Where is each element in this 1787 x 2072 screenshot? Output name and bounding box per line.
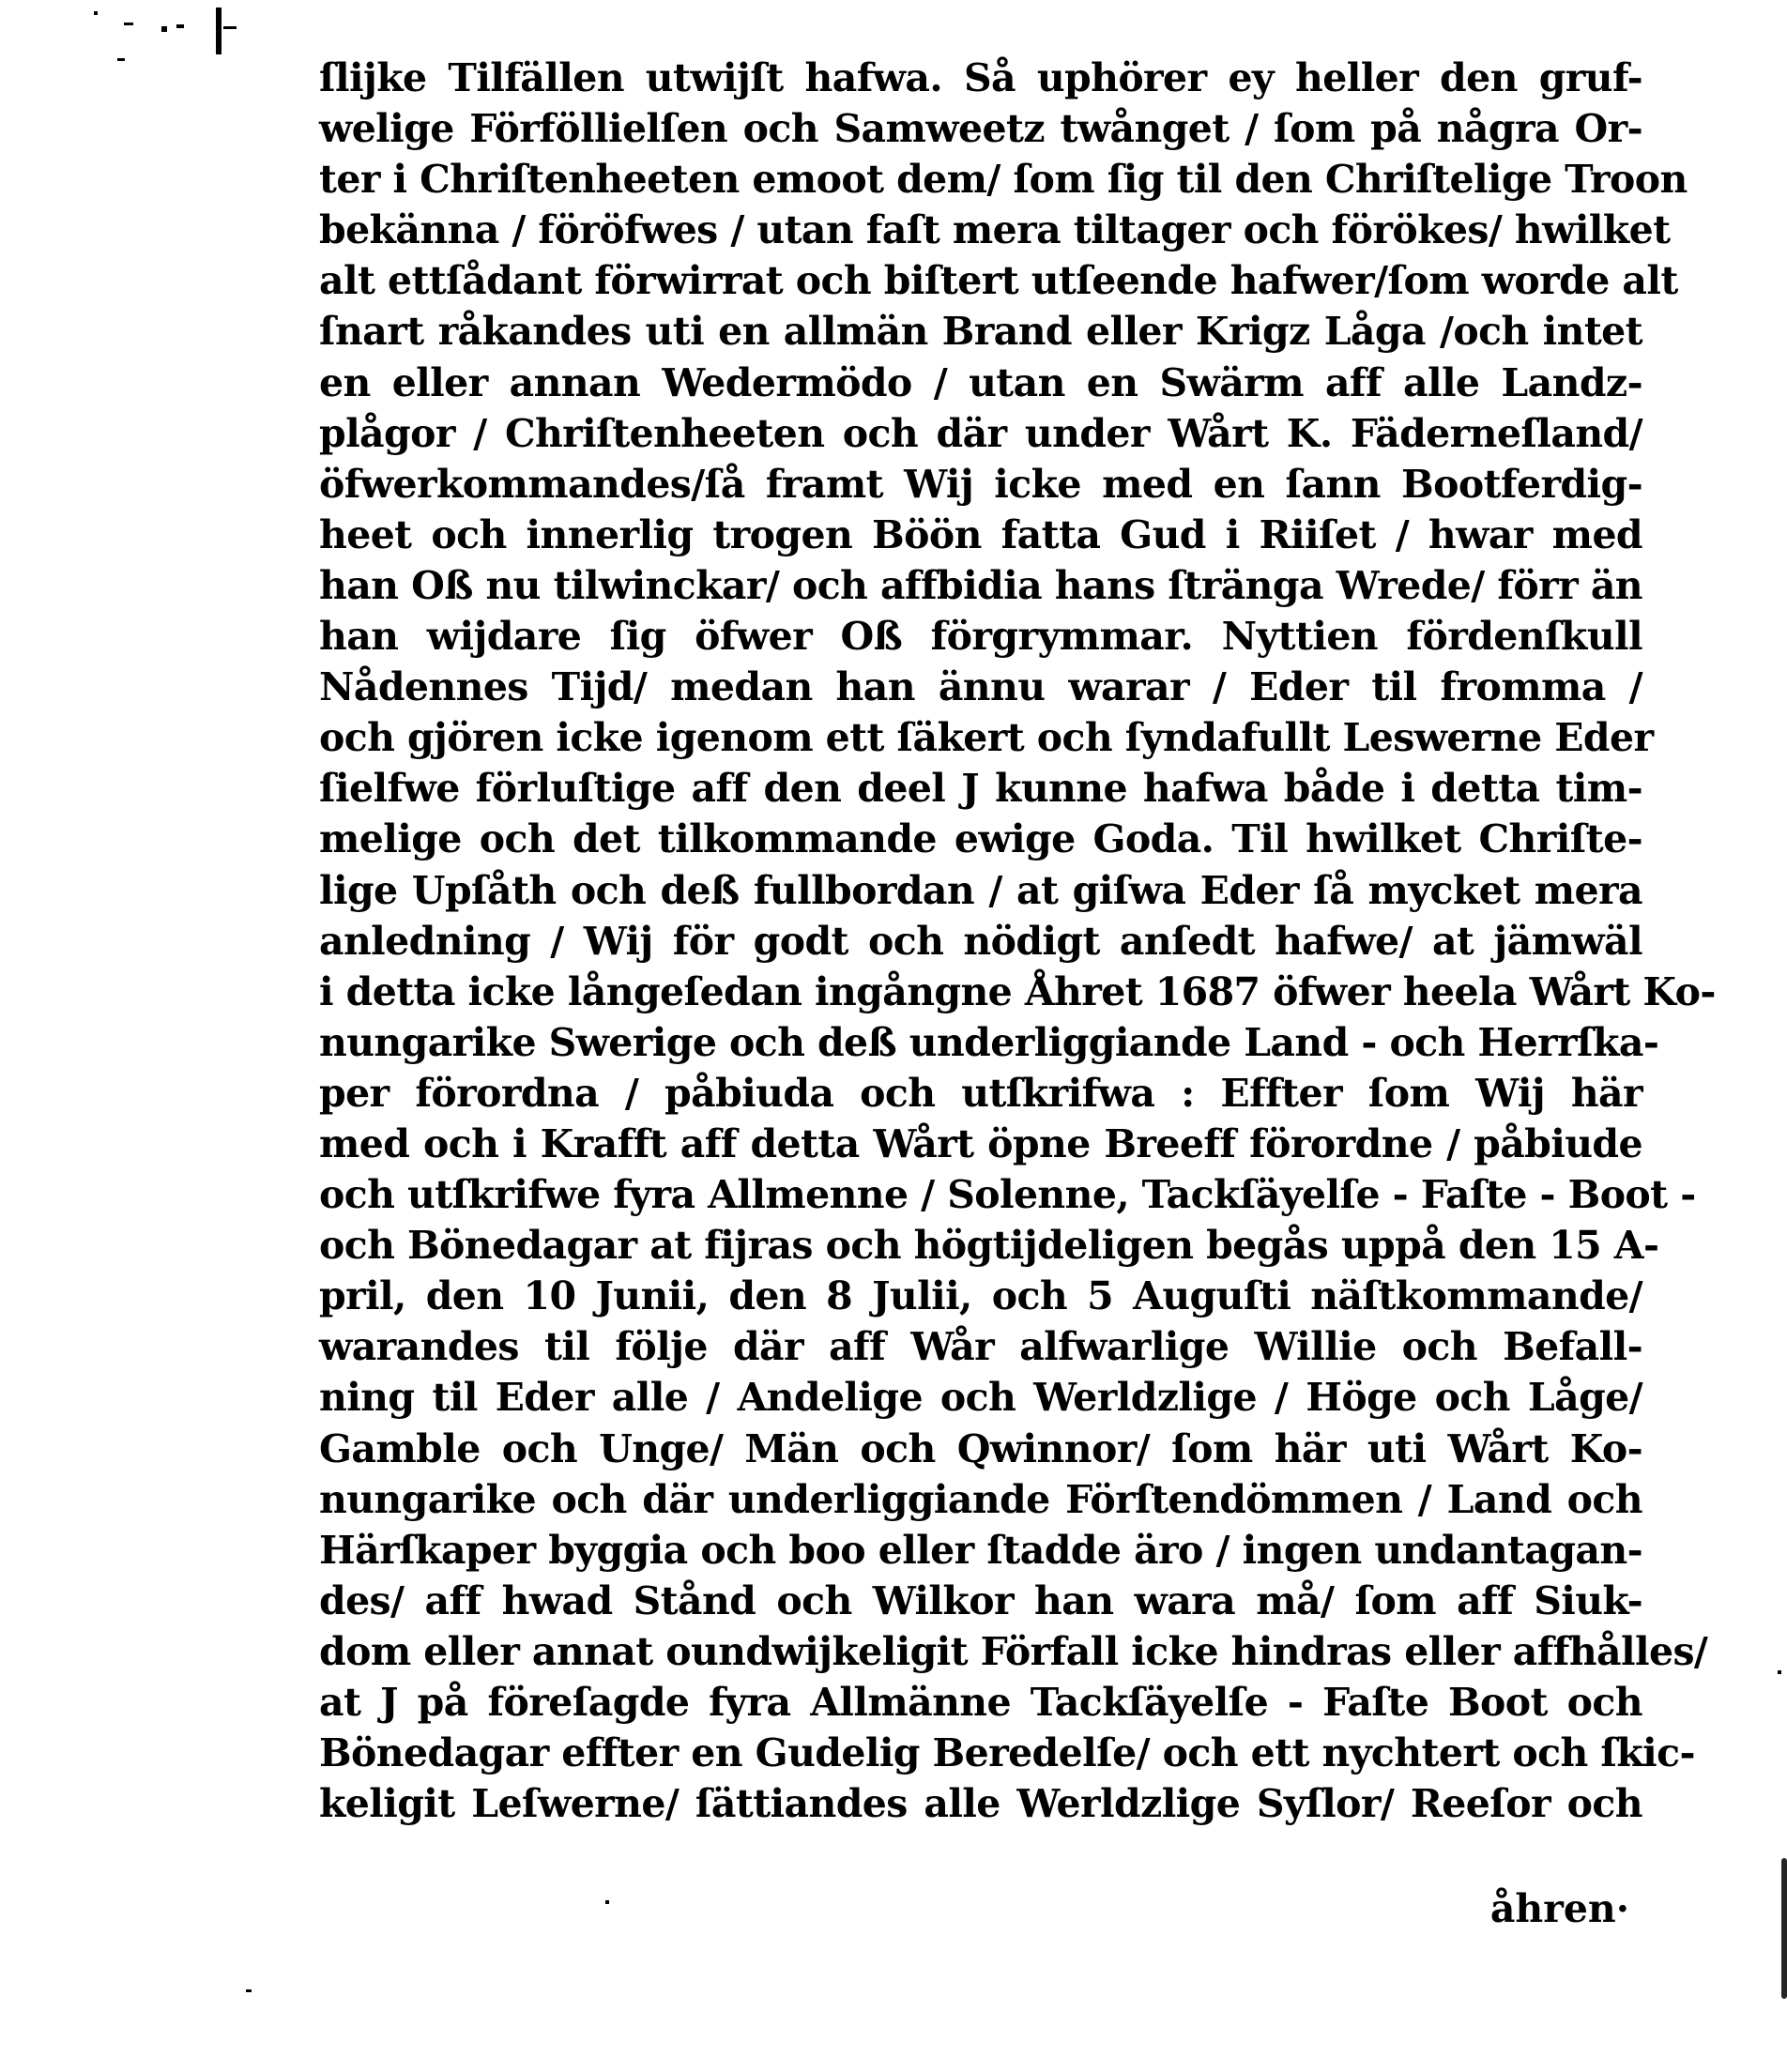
- text-line: ſnart råkandes uti en allmän Brand eller Krigz Låga /och intet: [319, 309, 1642, 355]
- text-line: nungarike och där underliggiande Förſtendömmen / Land och: [319, 1476, 1642, 1522]
- text-line: och Bönedagar at fijras och högtijdeligen begås uppå den 15 A-: [319, 1223, 1659, 1269]
- text-line: des/ aff hwad Stånd och Wilkor han wara må/ ſom aff Siuk-: [319, 1577, 1642, 1623]
- text-line: han Oß nu tilwinckar/ och affbidia hans ſtränga Wrede/ förr än: [319, 562, 1642, 608]
- text-line: en eller annan Wedermödo / utan en Swärm aff alle Landz-: [319, 359, 1642, 405]
- text-line: Gamble och Unge/ Män och Qwinnor/ ſom här uti Wårt Ko-: [319, 1425, 1642, 1471]
- page-edge-mark: [1781, 1858, 1787, 1999]
- text-line: plågor / Chriſtenheeten och där under Wårt K. Fäderneſland/: [319, 410, 1642, 456]
- text-line: per förordna / påbiuda och utſkrifwa : Effter ſom Wij här: [319, 1070, 1642, 1116]
- text-line: keligit Leſwerne/ ſättiandes alle Werldzlige Syſlor/ Reeſor och: [319, 1781, 1642, 1827]
- text-line: i detta icke långeſedan ingångne Åhret 1687 öfwer heela Wårt Ko-: [319, 968, 1716, 1014]
- text-line: ter i Chriſtenheeten emoot dem/ ſom ſig til den Chriſtelige Troon: [319, 157, 1688, 203]
- text-line: ſielfwe förluſtige aff den deel J kunne hafwa både i detta tim-: [319, 766, 1642, 812]
- text-line: melige och det tilkommande ewige Goda. Til hwilket Chriſte-: [319, 816, 1642, 862]
- speck: [246, 1989, 252, 1992]
- text-line: och gjören icke igenom ett ſäkert och ſyndafullt Leswerne Eder: [319, 715, 1654, 761]
- text-line: han wijdare ſig öfwer Oß förgrymmar. Nyttien fördenſkull: [319, 614, 1642, 660]
- text-line: anledning / Wij för godt och nödigt anſedt hafwe/ at jämwäl: [319, 918, 1642, 964]
- text-line: Nådennes Tijd/ medan han ännu warar / Eder til fromma /: [319, 664, 1642, 710]
- text-line: med och i Krafft aff detta Wårt öpne Breeff förordne / påbiude: [319, 1120, 1642, 1166]
- margin-specks: [75, 0, 300, 66]
- text-line: öfwerkommandes/ſå framt Wij icke med en ſann Bootferdig-: [319, 461, 1642, 507]
- text-line: alt ettſådant förwirrat och biſtert utſeende hafwer/ſom worde alt: [319, 258, 1678, 304]
- text-line: bekänna / föröfwes / utan faſt mera tiltager och förökes/ hwilket: [319, 207, 1671, 253]
- text-line: warandes til följe där aff Wår alfwarlige Willie och Befall-: [319, 1324, 1642, 1370]
- text-line: welige Förföllielſen och Samweetz twånget / ſom på några Or-: [319, 106, 1642, 152]
- text-line: lige Upſåth och deß fullbordan / at giſwa Eder ſå mycket mera: [319, 867, 1642, 913]
- text-line: ſlijke Tilfällen utwijſt hafwa. Så uphörer ey heller den gruf-: [319, 55, 1642, 100]
- text-line: at J på föreſagde fyra Allmänne Tackſäyelſe - Faſte Boot och: [319, 1680, 1642, 1725]
- text-line: nungarike Swerige och deß underliggiande Land - och Herrſka-: [319, 1019, 1659, 1065]
- text-line: ning til Eder alle / Andelige och Werldzlige / Höge och Låge/: [319, 1375, 1642, 1421]
- speck: [605, 1900, 609, 1904]
- text-line: Härſkaper byggia och boo eller ſtadde äro / ingen undantagan-: [319, 1527, 1642, 1573]
- text-line: Bönedagar effter en Gudelig Beredelſe/ och ett nychtert och ſkic-: [319, 1730, 1695, 1776]
- text-line: heet och innerlig trogen Böön fatta Gud i Riiſet / hwar med: [319, 511, 1642, 557]
- text-line: och utſkrifwe fyra Allmenne / Solenne, Tackſäyelſe - Faſte - Boot -: [319, 1172, 1696, 1218]
- speck: [1778, 1670, 1781, 1674]
- text-line: dom eller annat oundwijkeligit Förfall icke hindras eller affhålles/: [319, 1628, 1708, 1674]
- text-line: pril, den 10 Junii, den 8 Julii, och 5 Auguſti näſtkommande/: [319, 1273, 1642, 1319]
- body-text: [319, 53, 1716, 1829]
- catchword: åhren·: [1489, 1886, 1629, 1931]
